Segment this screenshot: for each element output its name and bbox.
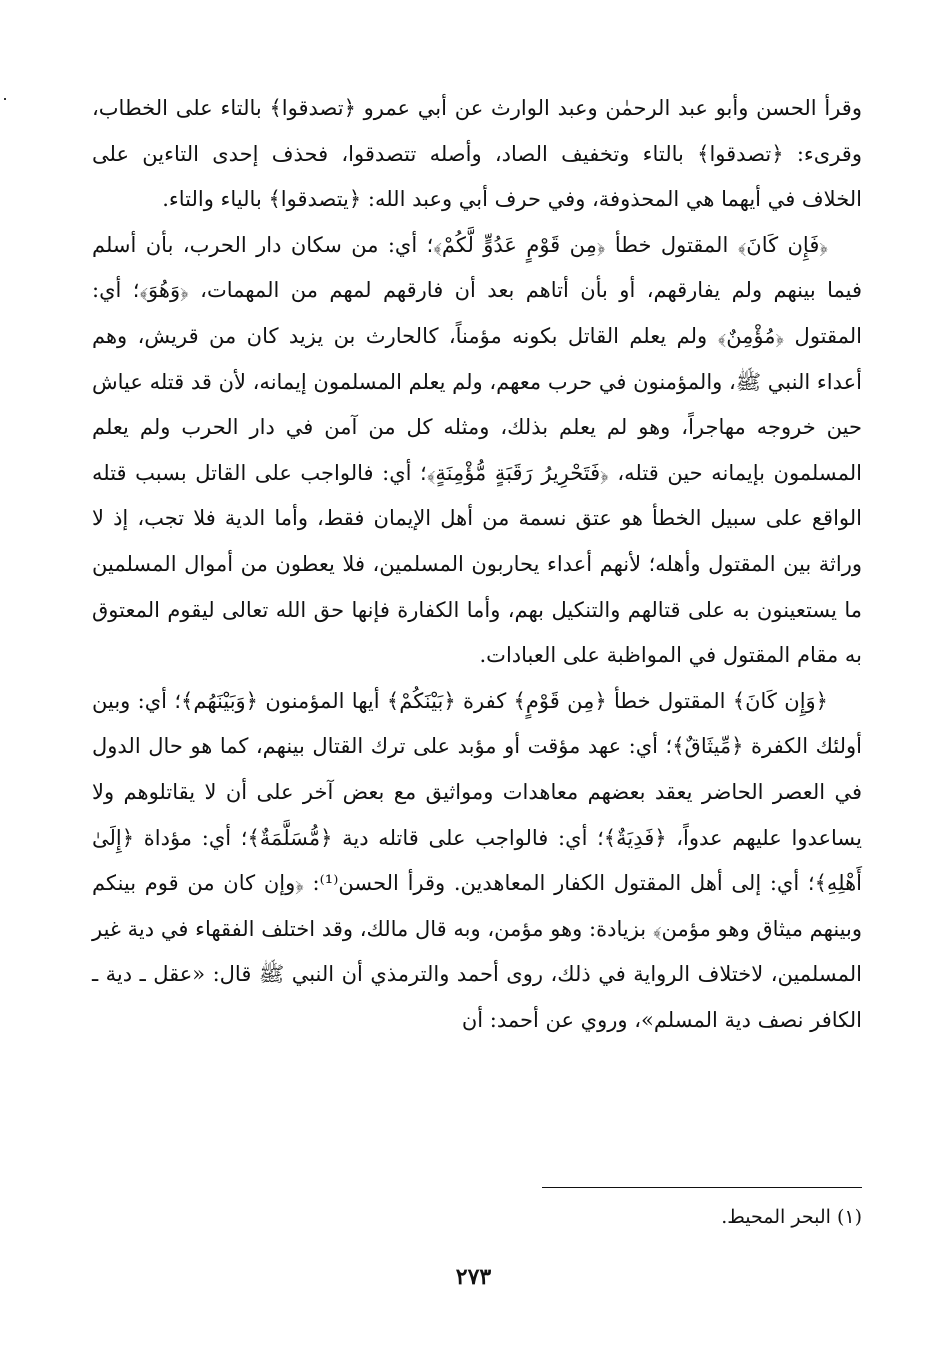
paragraph-3: ﴿وَإِن كَانَ﴾ المقتول خطأ ﴿مِن قَوْمٍ﴾ كفرة ﴿بَيْنَكُمْ﴾ أيها المؤمنون ﴿وَبَيْنَهُم﴾؛ أي: وبين أولئك الكفرة ﴿مِّيثَاقٌ﴾؛ أي: عهد مؤقت أو مؤبد على ترك القتال بينهم، كما هو حال الدول في العصر الحاضر يعقد بعضهم معاهدات ومواثيق مع بعض آخر على أن لا يقاتلوهم ولا يساعدوا عليهم عدواً، ﴿فَدِيَةٌ﴾؛ أي: فالواجب على قاتله دية ﴿مُّسَلَّمَةٌ﴾؛ أي: مؤداة ﴿إِلَىٰ أَهْلِهِ﴾؛ أي: إلى أهل المقتول الكفار المعاهدين. وقرأ الحسن⁽¹⁾: ﴿وإن كان من قوم بينكم وبينهم ميثاق وهو مؤمن﴾ بزيادة: وهو مؤمن، وبه قال مالك، وقد اختلف الفقهاء في دية غير المسلمين، لاختلاف الرواية في ذلك، روى أحمد والترمذي أن النبي ﷺ قال: «عقل ـ دية ـ الكافر نصف دية المسلم»، وروي عن أحمد: أن bbox=[92, 688, 862, 1032]
footnote: (١) البحر المحيط. bbox=[721, 1206, 862, 1228]
footnote-divider bbox=[542, 1187, 862, 1188]
main-text bbox=[92, 86, 862, 1043]
margin-mark bbox=[4, 98, 6, 100]
paragraph-1: وقرأ الحسن وأبو عبد الرحمٰن وعبد الوارث عن أبي عمرو ﴿تصدقوا﴾ بالتاء على الخطاب، وقرىء: ﴿تصدقوا﴾ بالتاء وتخفيف الصاد، وأصله تتصدقوا، فحذف إحدى التاءين على الخلاف في أيهما هي المحذوفة، وفي حرف أبي وعبد الله: ﴿يتصدقوا﴾ بالياء والتاء. bbox=[92, 96, 862, 212]
page-number: ٢٧٣ bbox=[455, 1264, 492, 1290]
paragraph-2: ﴿فَإِن كَانَ﴾ المقتول خطأ ﴿مِن قَوْمٍ عَدُوٍّ لَّكُمْ﴾؛ أي: من سكان دار الحرب، بأن أسلم فيما بينهم ولم يفارقهم، أو بأن أتاهم بعد أن فارقهم لمهم من المهمات، ﴿وَهُوَ﴾؛ أي: المقتول ﴿مُؤْمِنٌ﴾ ولم يعلم القاتل بكونه مؤمناً، كالحارث بن يزيد كان من قريش، وهم أعداء النبي ﷺ، والمؤمنون في حرب معهم، ولم يعلم المسلمون إيمانه، لأن قد قتله عياش حين خروجه مهاجراً، وهو لم يعلم بذلك، ومثله كل من آمن في دار الحرب ولم يعلم المسلمون بإيمانه حين قتله، ﴿فَتَحْرِيرُ رَقَبَةٍ مُّؤْمِنَةٍ﴾؛ أي: فالواجب على القاتل بسبب قتله الواقع على سبيل الخطأ هو عتق نسمة من أهل الإيمان فقط، وأما الدية فلا تجب، إذ لا وراثة بين المقتول وأهله؛ لأنهم أعداء يحاربون المسلمين، فلا يعطون من أموال المسلمين ما يستعينون به على قتالهم والتنكيل بهم، وأما الكفارة فإنها حق الله تعالى ليقوم المعتوق به مقام المقتول في المواظبة على العبادات. bbox=[92, 232, 863, 668]
